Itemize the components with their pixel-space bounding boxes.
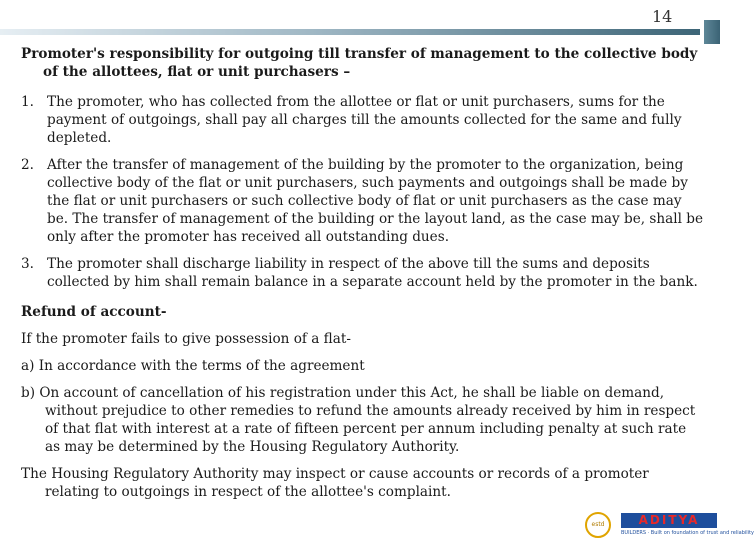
page-number: 14 xyxy=(652,7,673,26)
header-stripe xyxy=(0,29,700,35)
refund-heading: Refund of account- xyxy=(21,304,167,320)
refund-clause-a: a) In accordance with the terms of the agreement xyxy=(21,358,365,374)
item-text: After the transfer of management of the building by the promoter to the organization, being collective body of the flat or unit purchasers, such payments and outgoings shall be made by the flat or unit purchasers or such collective body of flat or unit purchasers as the case may be. The transfer of management of the building or the layout land, as the case may be, shall be only after the promoter has received all outstanding dues. xyxy=(47,157,703,245)
logo-tagline-text: Built on foundation of trust and reliability xyxy=(650,530,754,536)
logo-sub: BUILDERS xyxy=(621,530,647,536)
list-item xyxy=(21,93,705,147)
company-logo xyxy=(585,510,754,540)
refund-intro: If the promoter fails to give possession of a flat- xyxy=(21,331,351,347)
closing-paragraph: The Housing Regulatory Authority may inspect or cause accounts or records of a promoter relating to outgoings in respect of the allottee's complaint. xyxy=(21,466,649,500)
header-tab xyxy=(704,20,720,44)
logo-brand xyxy=(621,513,717,528)
refund-clause-b: b) On account of cancellation of his registration under this Act, he shall be liable on demand, without prejudice to other remedies to refund the amounts already received by him in respect of that flat with interest at a rate of fifteen percent per annum including penalty at such rate as may be determined by the Housing Regulatory Authority. xyxy=(21,385,696,455)
section-heading: Promoter's responsibility for outgoing till transfer of management to the collective body of the allottees, flat or unit purchasers – xyxy=(21,46,698,80)
document-body xyxy=(21,45,705,510)
list-item xyxy=(21,156,705,246)
list-item xyxy=(21,255,705,291)
header-bar xyxy=(0,0,720,40)
item-number: 1. xyxy=(21,94,34,110)
item-number: 2. xyxy=(21,157,34,173)
logo-brand-text: ADITYA xyxy=(638,513,700,527)
item-text: The promoter shall discharge liability in respect of the above till the sums and deposits collected by him shall remain balance in a separate account held by the promoter in the bank. xyxy=(47,256,698,290)
logo-seal-icon: estd xyxy=(585,512,611,538)
logo-tagline: BUILDERS · Built on foundation of trust and reliability xyxy=(621,530,754,536)
item-text: The promoter, who has collected from the allottee or flat or unit purchasers, sums for the payment of outgoings, shall pay all charges till the amounts collected for the same and fully depleted. xyxy=(47,94,682,146)
item-number: 3. xyxy=(21,256,34,272)
